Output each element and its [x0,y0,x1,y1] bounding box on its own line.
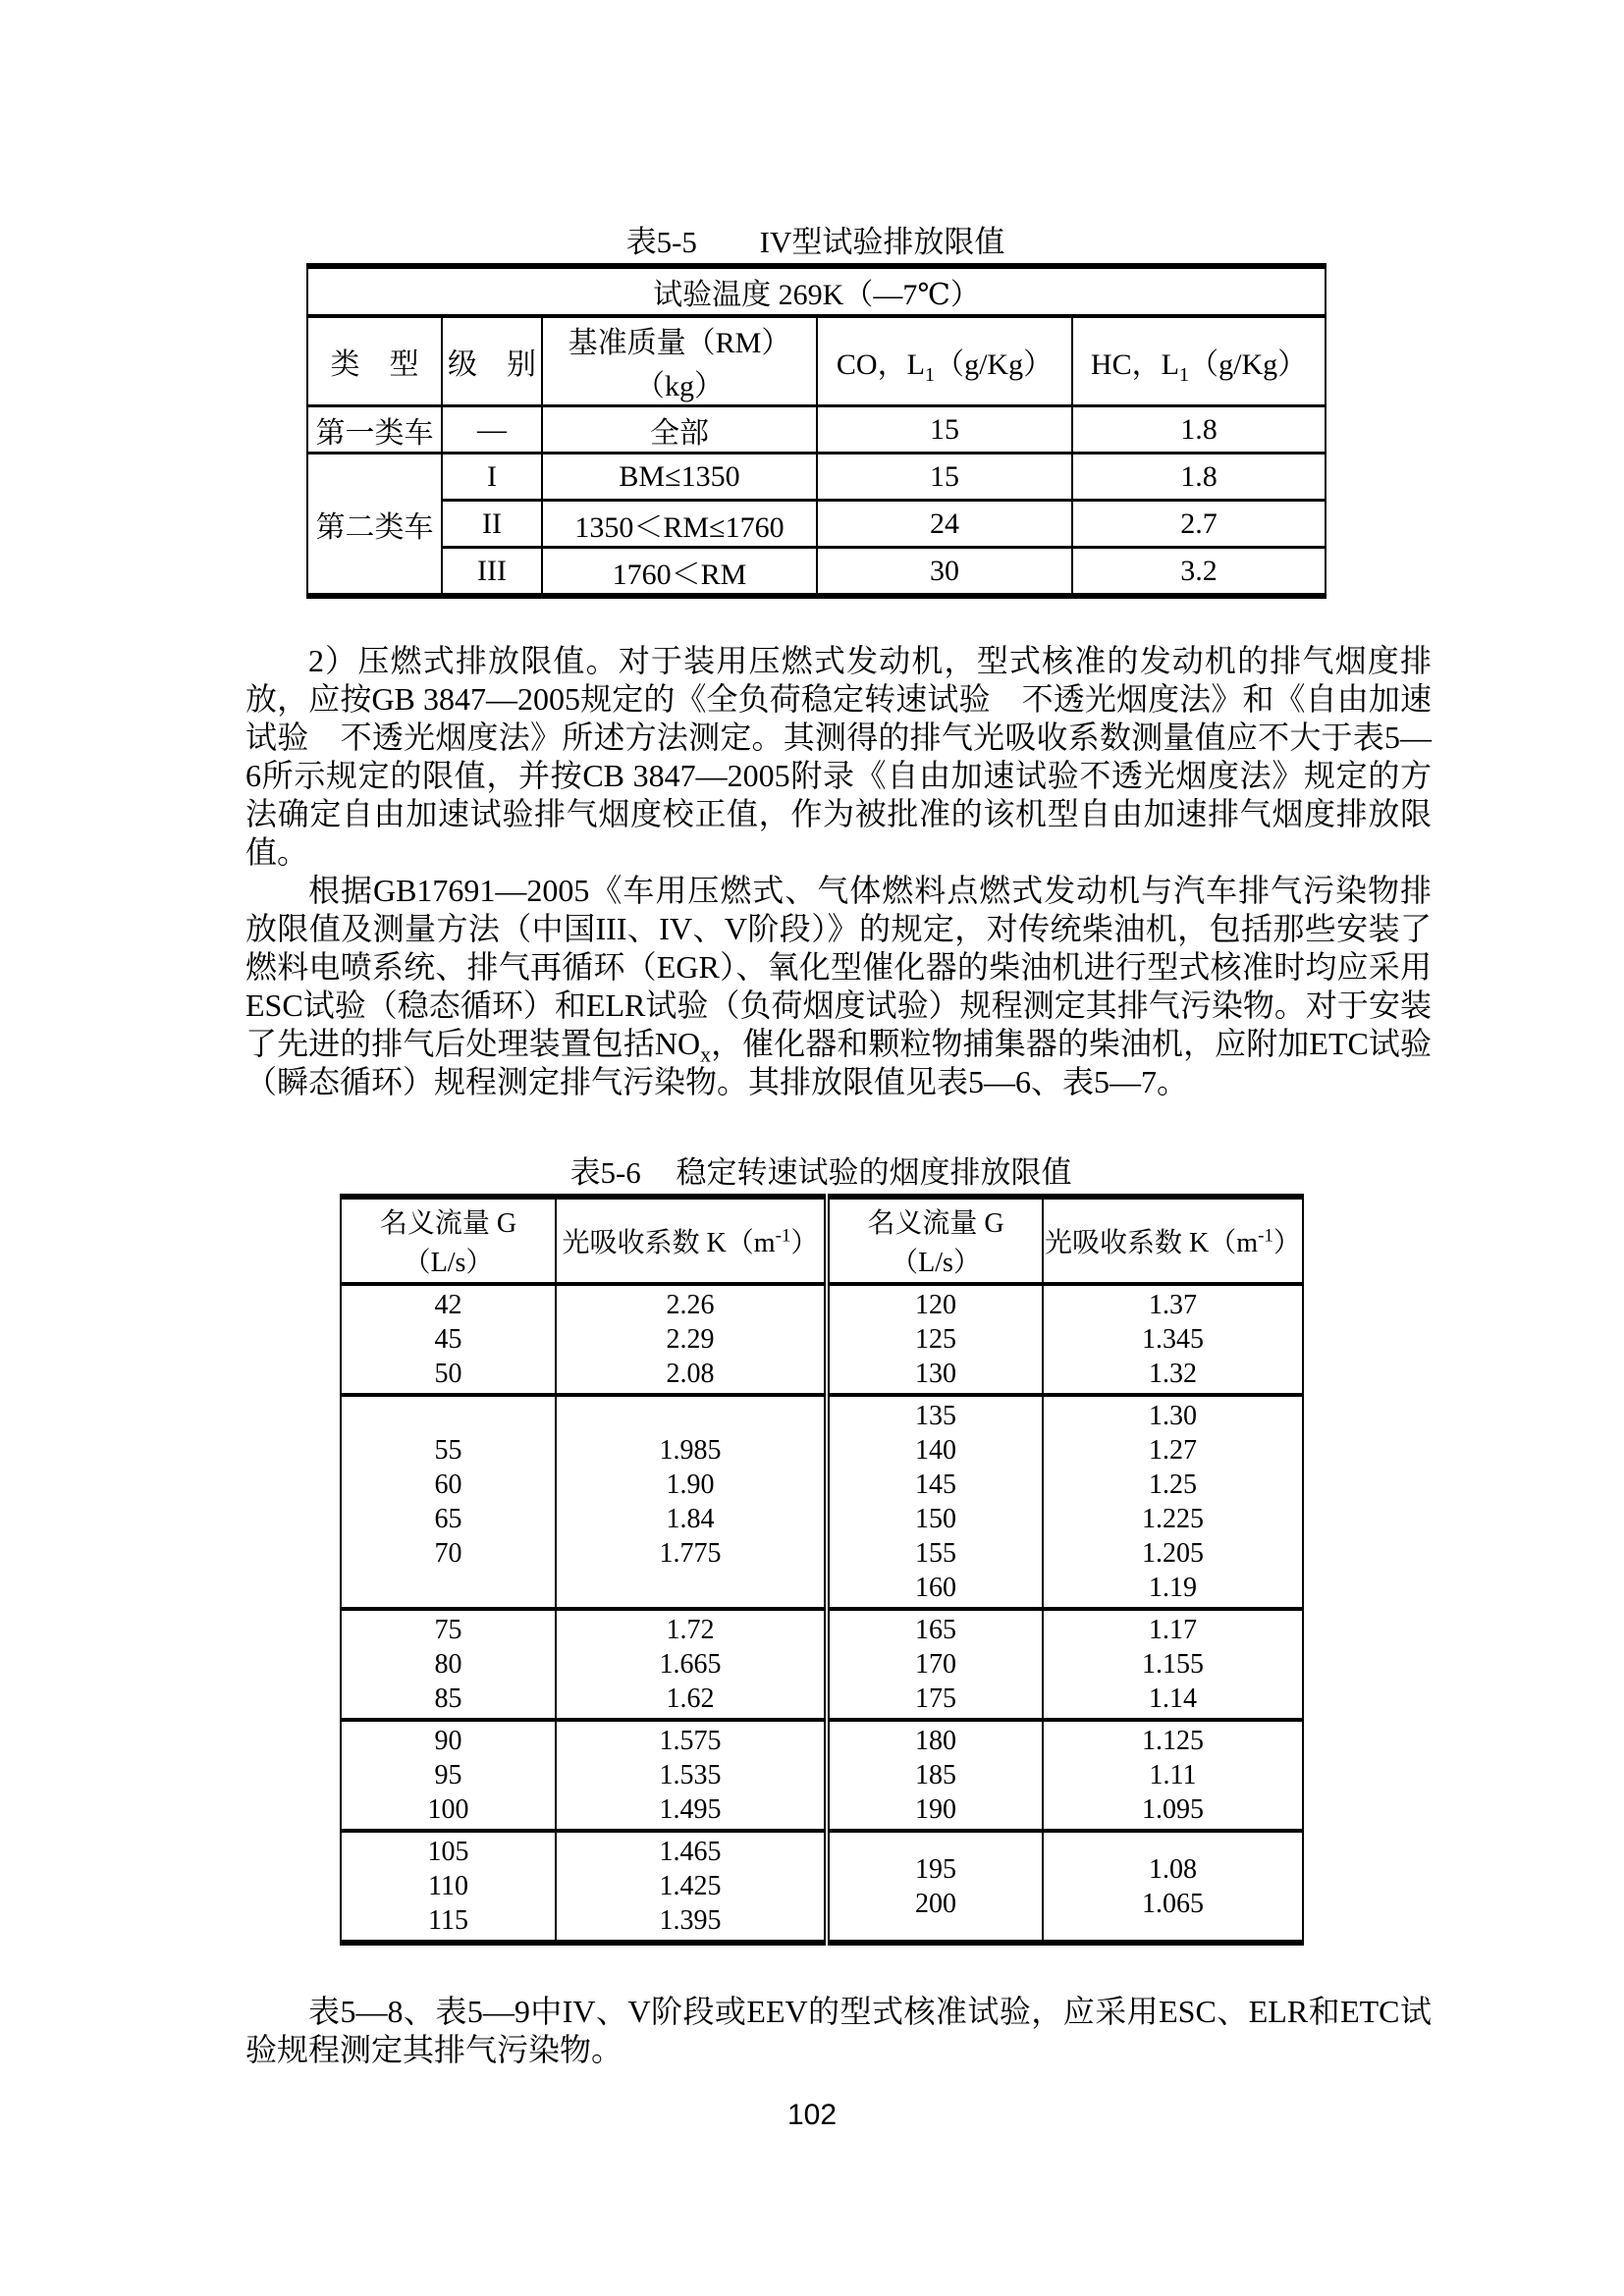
cell-mass: 1350＜RM≤1760 [542,501,817,548]
paragraph-gb17691-requirements [245,872,1432,1101]
cell-flow-group [341,1831,556,1943]
table-5-5-caption [306,222,1325,263]
table-header-row [307,316,1326,406]
cell-value: 1.465 [659,1837,722,1867]
page-content [245,222,1432,2069]
cell-value: 1.495 [659,1794,722,1825]
cell-hc: 3.2 [1072,548,1326,597]
cell-value: 85 [434,1683,462,1714]
table-5-5-caption-title: IV型试验排放限值 [759,225,1005,259]
cell-value: 165 [915,1615,956,1645]
paragraph-2-text-continued: ，催化器和颗粒物捕集器的柴油机，应附加ETC试验（瞬态循环）规程测定排气污染物。其排放限值见表5—6、表5—7。 [245,1026,1432,1099]
cell-value: 1.62 [666,1683,715,1714]
cell-value: 155 [915,1538,956,1569]
cell-value: 1.395 [659,1905,722,1936]
table-header-row [341,1197,1303,1284]
cell-value: 160 [915,1573,956,1603]
cell-co: 15 [817,454,1072,501]
cell-value: 1.155 [1142,1649,1204,1680]
cell-level: I [442,454,542,501]
header-co-text: CO，L [836,348,925,381]
cell-value: 42 [434,1290,462,1320]
header-reference-mass: 基准质量（RM）（kg） [542,316,817,406]
cell-value: 105 [427,1837,469,1867]
cell-value: 1.665 [659,1649,722,1680]
cell-value: 195 [915,1853,956,1885]
header-vehicle-type: 类 型 [307,316,442,406]
header-k-close: ） [1272,1228,1301,1258]
cell-value: 65 [434,1504,462,1534]
header-hc-unit: （g/Kg） [1189,348,1308,381]
cell-vehicle-type: 第一类车 [307,406,442,454]
cell-value: 1.72 [666,1615,715,1645]
page-number: 102 [786,2099,838,2131]
header-co-unit: （g/Kg） [935,348,1054,381]
cell-value: 1.90 [666,1469,715,1500]
cell-value: 1.065 [1142,1888,1204,1919]
cell-flow-group [827,1284,1043,1395]
header-nominal-flow-left: 名义流量 G（L/s） [341,1197,556,1284]
cell-value: 1.575 [659,1726,722,1756]
cell-value: 1.11 [1149,1760,1197,1790]
cell-value: 120 [915,1290,956,1320]
table-block-row [341,1720,1303,1831]
cell-coeff-group [556,1720,827,1831]
cell-value: 60 [434,1469,462,1500]
cell-value: 130 [915,1359,956,1389]
table-5-5 [306,263,1326,599]
table-block-row [341,1284,1303,1395]
cell-value: 115 [428,1905,468,1936]
cell-value: 80 [434,1649,462,1680]
cell-vehicle-type: 第二类车 [307,454,442,597]
cell-value: 1.30 [1149,1401,1197,1431]
header-co-limit [817,316,1072,406]
table-5-6-caption-title: 稳定转速试验的烟度排放限值 [676,1155,1072,1190]
cell-value: 1.08 [1149,1853,1197,1885]
cell-coeff-group [1043,1284,1303,1395]
cell-value: 1.205 [1142,1538,1204,1569]
table-5-6-caption-id: 表5-6 [569,1155,641,1190]
cell-value: 1.425 [659,1871,722,1901]
table-row [307,501,1326,548]
cell-value: 1.535 [659,1760,722,1790]
cell-hc: 1.8 [1072,406,1326,454]
header-nominal-flow-right: 名义流量 G（L/s） [827,1197,1043,1284]
header-absorption-coeff-right [1043,1197,1303,1284]
table-row [307,548,1326,597]
cell-level: III [442,548,542,597]
cell-hc: 2.7 [1072,501,1326,548]
cell-value: 2.29 [666,1324,715,1355]
table-block-row [341,1831,1303,1943]
cell-value: 95 [434,1760,462,1790]
cell-value: 2.08 [666,1359,715,1389]
cell-value: 55 [434,1435,462,1466]
cell-flow-group [341,1609,556,1720]
header-k-superscript: -1 [775,1225,791,1247]
cell-value: 1.14 [1149,1683,1197,1714]
cell-value: 2.26 [666,1290,715,1320]
cell-value: 180 [915,1726,956,1756]
cell-value: 140 [915,1435,956,1466]
cell-value: 100 [427,1794,469,1825]
cell-value: 185 [915,1760,956,1790]
header-co-subscript: 1 [924,364,936,386]
paragraph-2-text: 根据GB17691—2005《车用压燃式、气体燃料点燃式发动机与汽车排气污染物排放限值及测量方法（中国III、IV、V阶段）》的规定，对传统柴油机，包括那些安装了燃料电喷系统、排气再循环（EGR）、氧化型催化器的柴油机进行型式核准时均应采用ESC试验（稳态循环）和ELR试验（负荷烟度试验）规程测定其排气污染物。对于安装了先进的排气后处理装置包括NO [245,873,1432,1061]
cell-value: 1.25 [1149,1469,1197,1500]
cell-value: 1.225 [1142,1504,1204,1534]
cell-value: 70 [434,1538,462,1569]
nox-subscript: x [700,1042,711,1067]
cell-value: 190 [915,1794,956,1825]
cell-flow-group [827,1609,1043,1720]
cell-value: 1.125 [1142,1726,1204,1756]
cell-co: 30 [817,548,1072,597]
cell-value: 175 [915,1683,956,1714]
cell-value: 90 [434,1726,462,1756]
cell-value: 1.37 [1149,1290,1197,1320]
cell-value: 1.17 [1149,1615,1197,1645]
cell-value: 50 [434,1359,462,1389]
table-row [307,406,1326,454]
header-k-superscript: -1 [1258,1225,1273,1247]
cell-co: 15 [817,406,1072,454]
cell-value: 1.985 [659,1435,722,1466]
table-row [307,454,1326,501]
cell-value: 170 [915,1649,956,1680]
cell-mass: 1760＜RM [542,548,817,597]
header-level: 级 别 [442,316,542,406]
cell-flow-group [341,1720,556,1831]
header-k-text: 光吸收系数 K（m [1045,1228,1259,1258]
cell-value: 1.345 [1142,1324,1204,1355]
header-hc-limit [1072,316,1326,406]
cell-value: 1.27 [1149,1435,1197,1466]
header-hc-subscript: 1 [1178,364,1190,386]
test-temperature-cell: 试验温度 269K（—7℃） [307,266,1326,316]
cell-value: 200 [915,1888,956,1919]
cell-coeff-group [556,1831,827,1943]
cell-level: — [442,406,542,454]
cell-value: 145 [915,1469,956,1500]
cell-flow-group [827,1831,1043,1943]
table-block-row [341,1395,1303,1609]
header-hc-text: HC，L [1090,348,1179,381]
paragraph-stage-iv-v-requirements: 表5—8、表5—9中IV、V阶段或EEV的型式核准试验，应采用ESC、ELR和ETC试验规程测定其排气污染物。 [245,1994,1432,2067]
header-k-close: ） [790,1228,819,1258]
cell-value: 125 [915,1324,956,1355]
table-5-5-caption-id: 表5-5 [625,225,697,259]
cell-flow-group [341,1284,556,1395]
cell-value: 135 [915,1401,956,1431]
cell-value: 45 [434,1324,462,1355]
cell-value: 1.84 [666,1504,715,1534]
cell-value: 1.32 [1149,1359,1197,1389]
cell-coeff-group [1043,1831,1303,1943]
cell-coeff-group [556,1609,827,1720]
cell-level: II [442,501,542,548]
cell-flow-group [341,1395,556,1609]
header-k-text: 光吸收系数 K（m [562,1228,776,1258]
cell-coeff-group [556,1284,827,1395]
header-absorption-coeff-left [556,1197,827,1284]
paragraph-compression-ignition-limits: 2）压燃式排放限值。对于装用压燃式发动机，型式核准的发动机的排气烟度排放，应按GB 3847—2005规定的《全负荷稳定转速试验 不透光烟度法》和《自由加速试验 不透光烟度法》所述方法测定。其测得的排气光吸收系数测量值应不大于表5—6所示规定的限值，并按CB 3847—2005附录《自由加速试验不透光烟度法》规定的方法确定自由加速试验排气烟度校正值，作为被批准的该机型自由加速排气烟度排放限值。 [245,643,1432,870]
cell-flow-group [827,1720,1043,1831]
cell-value: 1.095 [1142,1794,1204,1825]
cell-mass: 全部 [542,406,817,454]
cell-hc: 1.8 [1072,454,1326,501]
cell-mass: BM≤1350 [542,454,817,501]
table-row [307,266,1326,316]
cell-coeff-group [1043,1395,1303,1609]
table-block-row [341,1609,1303,1720]
cell-flow-group [827,1395,1043,1609]
cell-value: 1.19 [1149,1573,1197,1603]
table-5-6-caption [340,1152,1302,1194]
cell-value: 150 [915,1504,956,1534]
cell-coeff-group [1043,1720,1303,1831]
cell-value: 110 [428,1871,468,1901]
cell-value: 1.775 [659,1538,722,1569]
cell-co: 24 [817,501,1072,548]
table-5-6 [340,1194,1304,1946]
cell-coeff-group [1043,1609,1303,1720]
cell-coeff-group [556,1395,827,1609]
cell-value: 75 [434,1615,462,1645]
